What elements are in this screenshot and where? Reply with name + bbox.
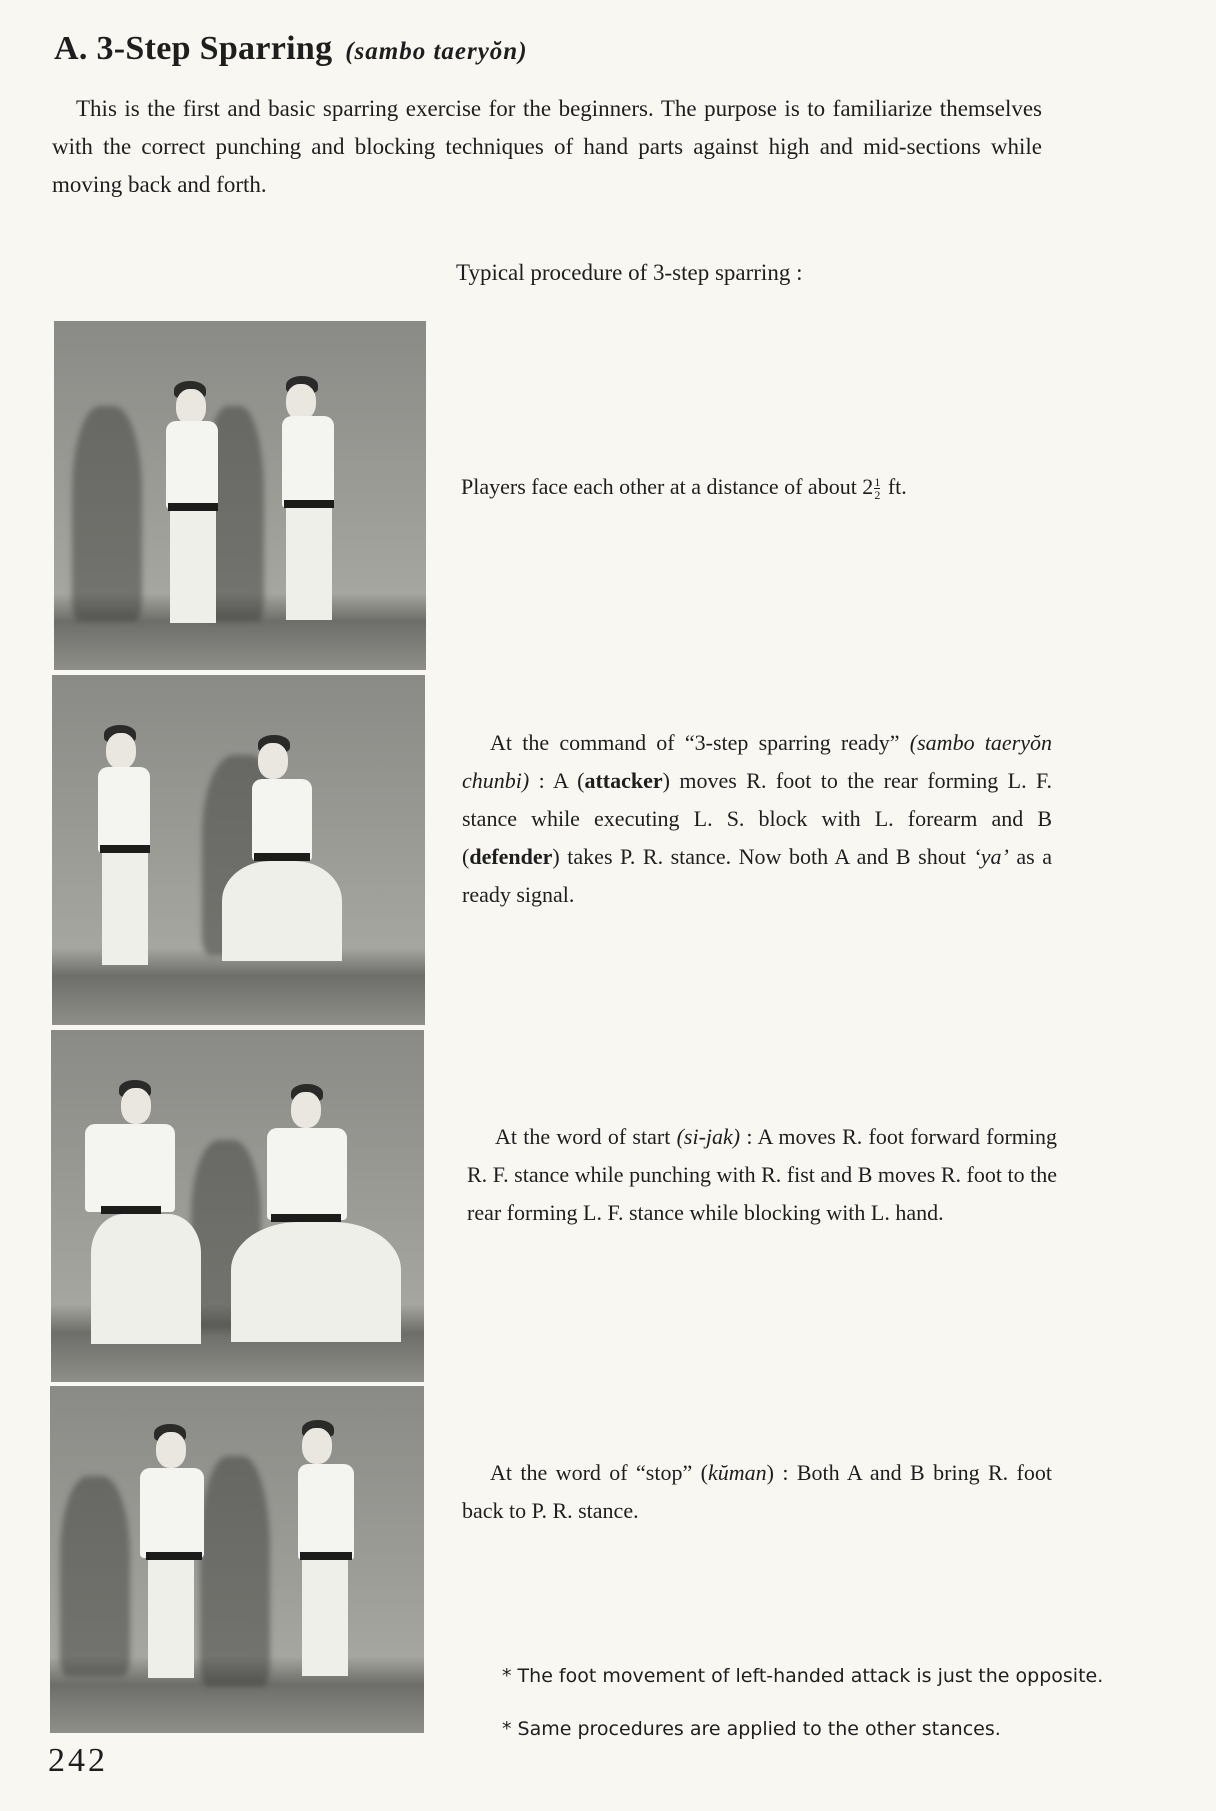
step-3-text: At the word of start (si-jak) : A moves R. foot forward forming R. F. stance while punching with R. fist and B moves R. foot to the rear forming L. F. stance while blocking with L. hand. (467, 1124, 1057, 1225)
step-4-text: At the word of “stop” (kŭman) : Both A and B bring R. foot back to P. R. stance. (462, 1460, 1052, 1523)
photo-step-1 (54, 321, 426, 670)
title-main: A. 3-Step Sparring (54, 30, 333, 67)
procedure-heading: Typical procedure of 3-step sparring : (456, 260, 803, 285)
photo-step-3 (51, 1030, 424, 1382)
intro-text: This is the first and basic sparring exercise for the beginners. The purpose is to familiarize themselves with the correct punching and blocking techniques of hand parts against high and mid-sections while moving back and forth. (52, 96, 1042, 197)
fraction-two-and-half: $\frac{1}{2}$ (874, 475, 881, 503)
title-korean: (sambo taeryŏn) (345, 38, 528, 65)
step-2-text: At the command of “3-step sparring ready” (sambo taeryŏn chunbi) : A (attacker) moves R. foot to the rear forming L. F. stance while executing L. S. block with L. forearm and B (defender) takes P. R. stance. Now both A and B shout ‘ya’ as a ready signal. (462, 730, 1053, 907)
note-left-handed: * The foot movement of left-handed attack is just the opposite. (502, 1665, 1104, 1687)
photo-step-2 (52, 675, 425, 1025)
note-other-stances: * Same procedures are applied to the other stances. (502, 1718, 1001, 1740)
intro-paragraph (52, 90, 1042, 204)
page-number: 242 (48, 1742, 108, 1779)
photo-step-4 (50, 1386, 424, 1733)
section-title (54, 30, 528, 68)
step-1-text: Players face each other at a distance of about 2 $\frac{1}{2}$ ft. (461, 474, 907, 503)
